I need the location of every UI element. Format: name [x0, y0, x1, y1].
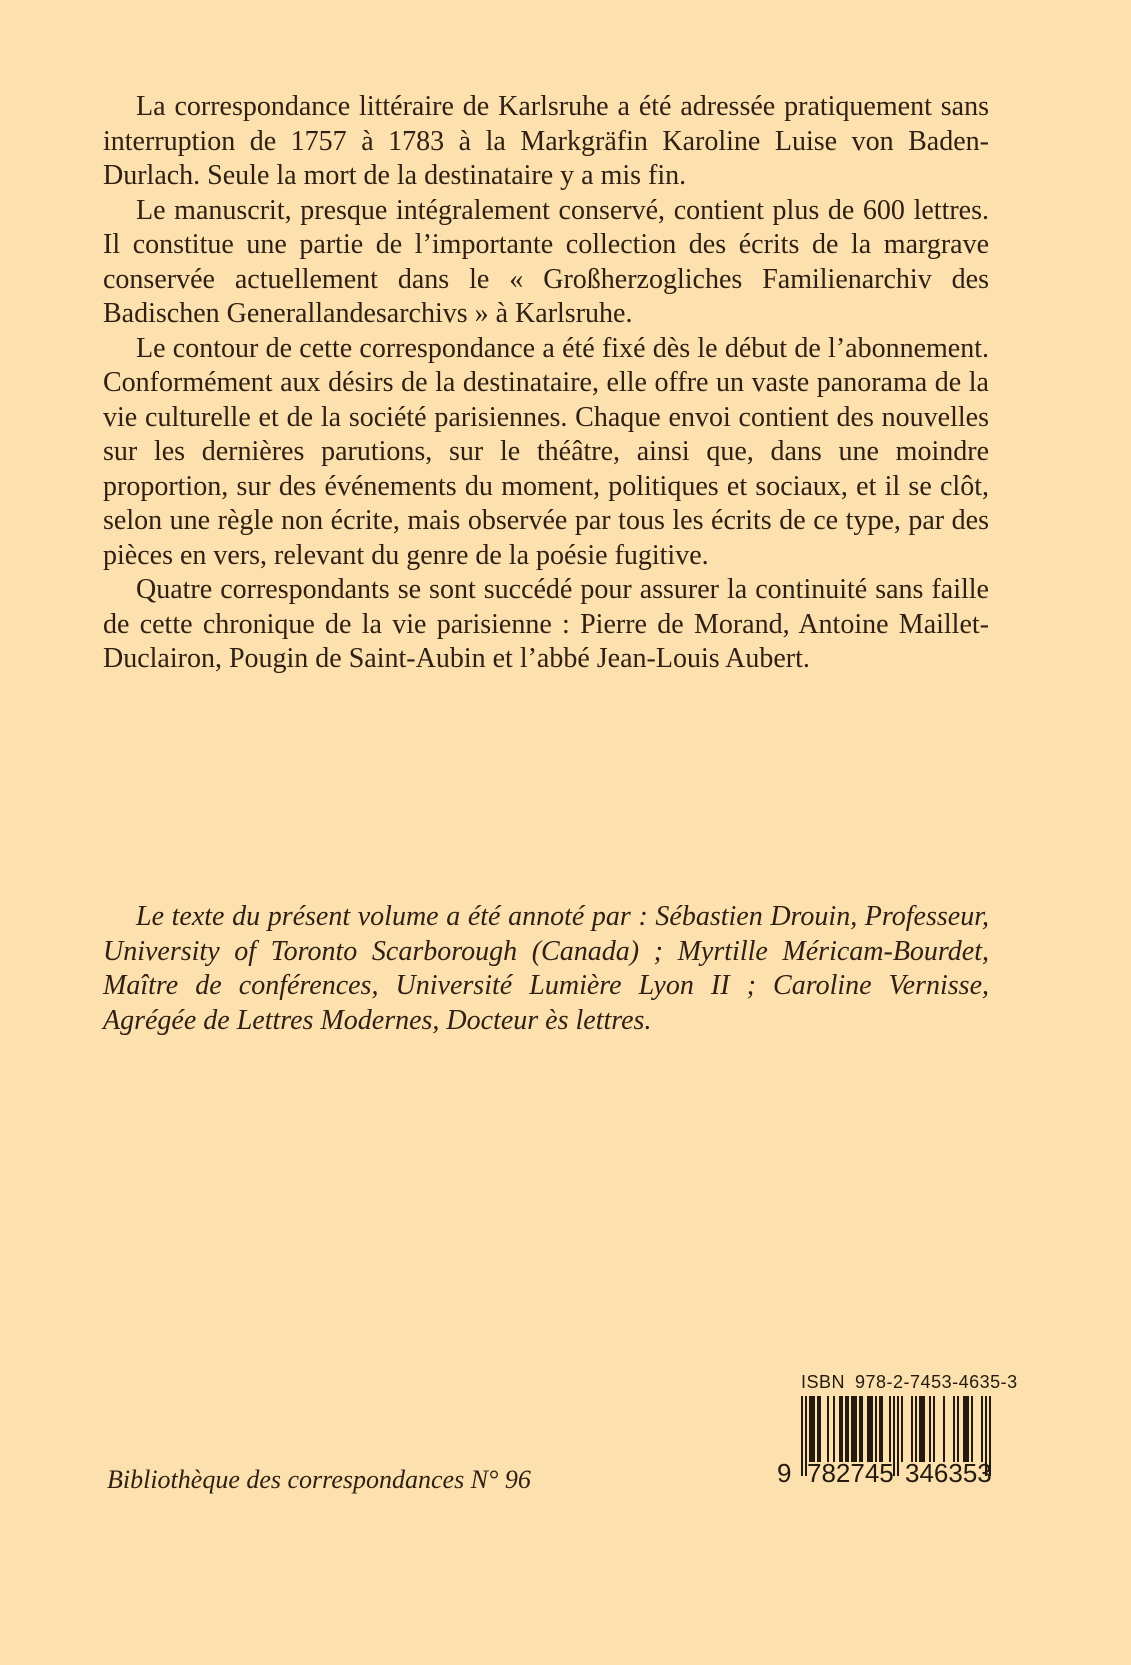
series-title: Bibliothèque des correspondances N° 96: [107, 1465, 531, 1494]
isbn-number: 978-2-7453-4635-3: [855, 1372, 1018, 1392]
blurb-paragraph: Le contour de cette correspondance a été fixé dès le début de l’abonnement. Conformément aux désirs de la destinataire, elle offre un vaste panorama de la vie culturelle et de la société parisiennes. Chaque envoi contient des nouvelles sur les dernières parutions, sur le théâtre, ainsi que, dans une moindre proportion, sur des événements du moment, politiques et sociaux, et il se clôt, selon une règle non écrite, mais observée par tous les écrits de ce type, par des pièces en vers, relevant du genre de la poésie fugitive.: [103, 332, 989, 571]
annotators-note-paragraph: Le texte du présent volume a été annoté par : Sébastien Drouin, Professeur, University of Toronto Scarborough (Canada) ; Myrtille Méricam-Bourdet, Maître de conférences, Université Lumière Lyon II ; Caroline Vernisse, Agrégée de Lettres Modernes, Docteur ès lettres.: [103, 901, 989, 1036]
isbn-barcode-block: [775, 1372, 1018, 1490]
ean-left-group: 782745: [807, 1458, 894, 1488]
blurb-paragraph: La correspondance littéraire de Karlsruhe a été adressée pratiquement sans interruption de 1757 à 1783 à la Markgräfin Karoline Luise von Baden-Durlach. Seule la mort de la destinataire y a mis fin.: [103, 91, 989, 191]
back-cover-blurb: [103, 90, 989, 677]
blurb-paragraph: Quatre correspondants se sont succédé pour assurer la continuité sans faille de cette chronique de la vie parisienne : Pierre de Morand, Antoine Maillet-Duclairon, Pougin de Saint-Aubin et l’abbé Jean-Louis Aubert.: [103, 574, 989, 674]
blurb-paragraph: Le manuscrit, presque intégralement conservé, contient plus de 600 lettres. Il constitue une partie de l’importante collection des écrits de la margrave conservée actuellement dans le « Großherzogliches Familienarchiv des Badischen Generallandesarchivs » à Karlsruhe.: [103, 194, 989, 329]
isbn-prefix: ISBN: [801, 1372, 846, 1392]
ean-right-group: 346353: [905, 1458, 992, 1488]
isbn-label: [801, 1372, 1018, 1393]
ean-first-digit: 9: [777, 1458, 792, 1488]
annotators-note: [103, 900, 989, 1038]
